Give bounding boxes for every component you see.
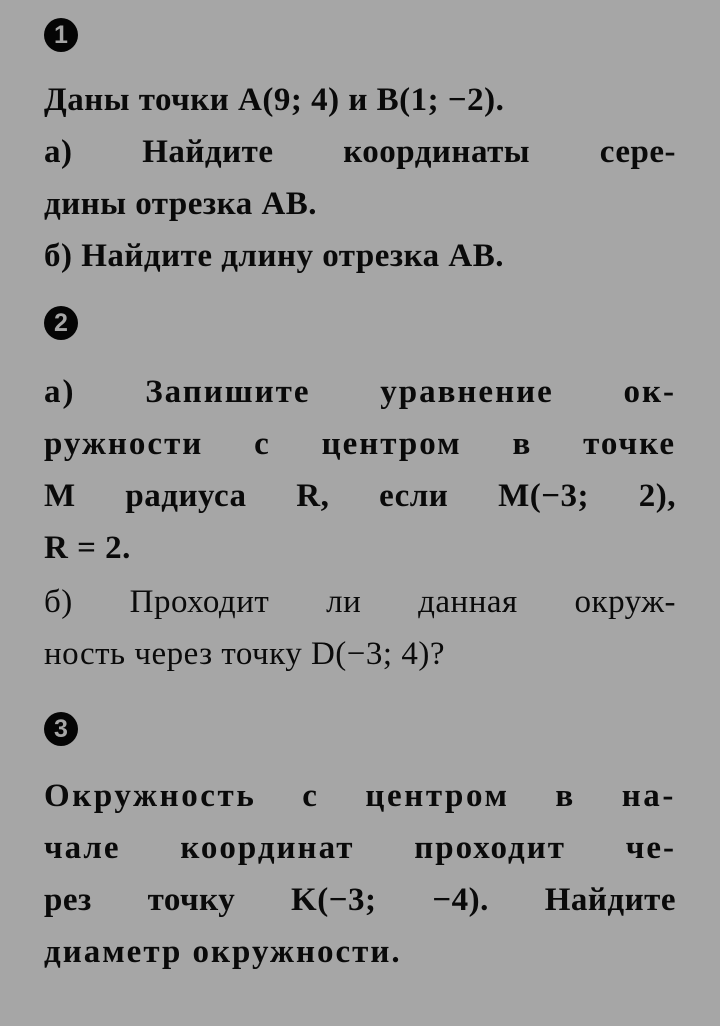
task-3-line-4: диаметр окружности. [44, 934, 402, 970]
task-3-line-2: чале координат проходит че- [44, 830, 676, 866]
task-2-line-2: ружности с центром в точке [44, 426, 676, 462]
task-1-line-1: Даны точки A(9; 4) и B(1; −2). [44, 82, 505, 118]
task-3-line-1: Окружность с центром в на- [44, 778, 676, 814]
task-3-line-3: рез точку K(−3; −4). Найдите [44, 882, 676, 918]
task-2-line-3: M радиуса R, если M(−3; 2), [44, 478, 676, 514]
task-1-number-badge: 1 [44, 18, 78, 52]
task-2-line-6: ность через точку D(−3; 4)? [44, 636, 445, 672]
task-1-line-3: дины отрезка AB. [44, 186, 318, 222]
task-2-line-1: а) Запишите уравнение ок- [44, 374, 676, 410]
task-2-number-badge: 2 [44, 306, 78, 340]
task-2-line-5: б) Проходит ли данная окруж- [44, 584, 676, 620]
task-1-line-2: а) Найдите координаты сере- [44, 134, 676, 170]
task-3-number-badge: 3 [44, 712, 78, 746]
task-2-line-4: R = 2. [44, 530, 131, 566]
task-1-line-4: б) Найдите длину отрезка AB. [44, 238, 505, 274]
